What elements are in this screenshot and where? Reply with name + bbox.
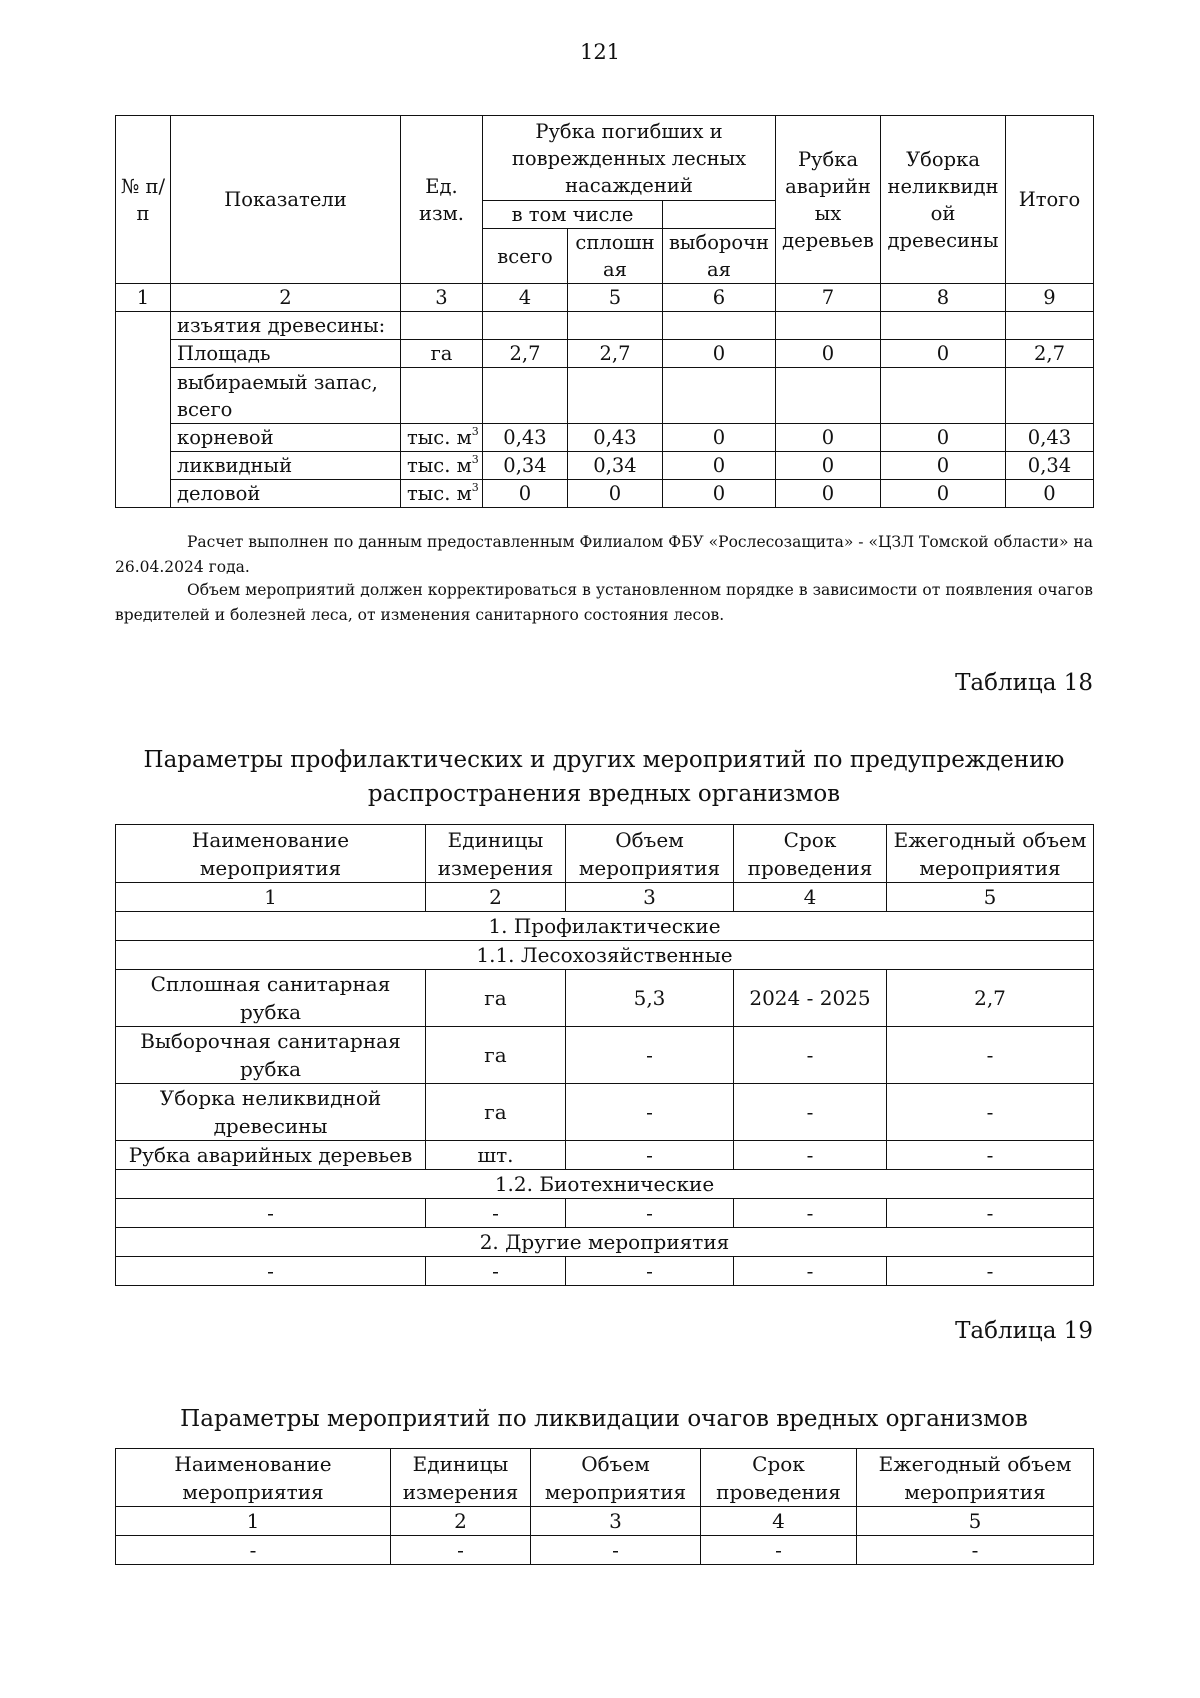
cell: -: [734, 1257, 887, 1286]
cell: 0: [483, 480, 568, 508]
header-cell: Срок проведения: [734, 825, 887, 883]
cell: [1006, 368, 1094, 424]
header-cell: Наименование мероприятия: [116, 825, 426, 883]
header-dead-stands: Рубка погибших и поврежденных лесных насаждений: [483, 116, 776, 201]
col-number: 3: [531, 1507, 701, 1536]
cell: -: [426, 1257, 566, 1286]
col-number: 2: [391, 1507, 531, 1536]
cell: 0: [663, 340, 776, 368]
elimination-measures-table: [115, 1448, 1094, 1565]
cell: -: [531, 1536, 701, 1565]
cell: 0: [776, 452, 881, 480]
table18-title: Параметры профилактических и других мероприятий по предупреждению распространения вредных организмов: [143, 747, 1065, 807]
cell: -: [734, 1141, 887, 1170]
cell: [881, 368, 1006, 424]
row-name: Площадь: [171, 340, 401, 368]
cell: 2,7: [1006, 340, 1094, 368]
col-number: 6: [663, 284, 776, 312]
header-cell: Наименование мероприятия: [116, 1449, 391, 1507]
cell: 0: [881, 424, 1006, 452]
header-grand-total: Итого: [1006, 116, 1094, 284]
measure-name: Выборочная санитарная рубка: [116, 1027, 426, 1084]
col-number: 3: [566, 883, 734, 912]
header-unit: Ед. изм.: [401, 116, 483, 284]
note-source: Расчет выполнен по данным предоставленным Филиалом ФБУ «Рослесозащита» - «ЦЗЛ Томской области» на 26.04.2024 года.: [115, 533, 1093, 576]
header-selective: выборочн ая: [663, 229, 776, 284]
row-unit: [401, 368, 483, 424]
col-number: 4: [701, 1507, 857, 1536]
cell: [1006, 312, 1094, 340]
cell: [483, 312, 568, 340]
col-number: 5: [887, 883, 1094, 912]
measure-name: Уборка неликвидной древесины: [116, 1084, 426, 1141]
cell: 2,7: [568, 340, 663, 368]
measure-name: Рубка аварийных деревьев: [116, 1141, 426, 1170]
section-heading: 1. Профилактические: [116, 912, 1094, 941]
cell: 2024 - 2025: [734, 970, 887, 1027]
header-including: в том числе: [483, 201, 663, 229]
row-name: ликвидный: [171, 452, 401, 480]
cell: 5,3: [566, 970, 734, 1027]
cell: 0: [663, 452, 776, 480]
prevention-measures-table: [115, 824, 1094, 1286]
cell: -: [887, 1257, 1094, 1286]
cell: [568, 312, 663, 340]
cell: -: [887, 1199, 1094, 1228]
cell: 0: [663, 424, 776, 452]
row-unit: тыс. $м^3$: [401, 452, 483, 480]
section-heading: 1.1. Лесохозяйственные: [116, 941, 1094, 970]
cell: 0,43: [483, 424, 568, 452]
col-number: 7: [776, 284, 881, 312]
row-unit: тыс. $м^3$: [401, 480, 483, 508]
cell: [483, 368, 568, 424]
cell: -: [426, 1199, 566, 1228]
num-cell-empty: [116, 312, 171, 508]
col-number: 1: [116, 1507, 391, 1536]
section-heading: 1.2. Биотехнические: [116, 1170, 1094, 1199]
table19-caption: Таблица 19: [955, 1318, 1093, 1344]
cell: 0,43: [568, 424, 663, 452]
col-number: 5: [857, 1507, 1094, 1536]
header-num: № п/п: [116, 116, 171, 284]
header-cell: Ежегодный объем мероприятия: [857, 1449, 1094, 1507]
row-name: изъятия древесины:: [171, 312, 401, 340]
cell: -: [566, 1141, 734, 1170]
cell: -: [566, 1257, 734, 1286]
cell: 0,34: [483, 452, 568, 480]
cell: 0: [1006, 480, 1094, 508]
col-number: 4: [734, 883, 887, 912]
header-spacer: [663, 201, 776, 229]
cell: 0: [776, 480, 881, 508]
cell: 0: [881, 340, 1006, 368]
cell: -: [857, 1536, 1094, 1565]
row-name: корневой: [171, 424, 401, 452]
cell: [881, 312, 1006, 340]
cell: [776, 368, 881, 424]
cell: га: [426, 970, 566, 1027]
note-adjustment: Объем мероприятий должен корректироваться в установленном порядке в зависимости от появления очагов вредителей и болезней леса, от изменения санитарного состояния лесов.: [115, 581, 1093, 624]
header-total: всего: [483, 229, 568, 284]
row-name: выбираемый запас, всего: [171, 368, 401, 424]
cell: 2,7: [483, 340, 568, 368]
cell: 0: [776, 340, 881, 368]
row-unit: га: [401, 340, 483, 368]
cell: [568, 368, 663, 424]
cell: 0: [881, 480, 1006, 508]
cell: 0: [776, 424, 881, 452]
header-cell: Объем мероприятия: [531, 1449, 701, 1507]
page-number: 121: [579, 40, 621, 64]
cell: га: [426, 1027, 566, 1084]
col-number: 8: [881, 284, 1006, 312]
cell: -: [887, 1084, 1094, 1141]
cell: -: [887, 1027, 1094, 1084]
header-clear-cut: сплошн ая: [568, 229, 663, 284]
col-number: 9: [1006, 284, 1094, 312]
cell: -: [734, 1027, 887, 1084]
cell: 0,34: [568, 452, 663, 480]
cell: 0: [568, 480, 663, 508]
header-emergency: Рубка аварийн ых деревьев: [776, 116, 881, 284]
cell: 0,43: [1006, 424, 1094, 452]
header-cleanup: Уборка неликвидн ой древесины: [881, 116, 1006, 284]
col-number: 1: [116, 284, 171, 312]
row-name: деловой: [171, 480, 401, 508]
cell: 2,7: [887, 970, 1094, 1027]
col-number: 4: [483, 284, 568, 312]
header-cell: Объем мероприятия: [566, 825, 734, 883]
cell: [776, 312, 881, 340]
cell: -: [734, 1199, 887, 1228]
cell: га: [426, 1084, 566, 1141]
col-number: 3: [401, 284, 483, 312]
cell: -: [566, 1084, 734, 1141]
col-number: 1: [116, 883, 426, 912]
col-number: 2: [171, 284, 401, 312]
header-cell: Единицы измерения: [426, 825, 566, 883]
cell: 0: [881, 452, 1006, 480]
cell: -: [116, 1536, 391, 1565]
measure-name: Сплошная санитарная рубка: [116, 970, 426, 1027]
cell: -: [391, 1536, 531, 1565]
cell: 0,34: [1006, 452, 1094, 480]
cell: [663, 368, 776, 424]
cell: -: [887, 1141, 1094, 1170]
cell: [663, 312, 776, 340]
cutting-volume-table: [115, 115, 1094, 508]
cell: -: [734, 1084, 887, 1141]
table19-title: Параметры мероприятий по ликвидации очагов вредных организмов: [180, 1406, 1028, 1432]
header-cell: Единицы измерения: [391, 1449, 531, 1507]
cell: -: [116, 1257, 426, 1286]
header-cell: Срок проведения: [701, 1449, 857, 1507]
cell: шт.: [426, 1141, 566, 1170]
cell: -: [566, 1027, 734, 1084]
col-number: 5: [568, 284, 663, 312]
table18-caption: Таблица 18: [955, 670, 1093, 696]
row-unit: тыс. $м^3$: [401, 424, 483, 452]
header-indicators: Показатели: [171, 116, 401, 284]
cell: 0: [663, 480, 776, 508]
cell: -: [566, 1199, 734, 1228]
section-heading: 2. Другие мероприятия: [116, 1228, 1094, 1257]
cell: -: [701, 1536, 857, 1565]
row-unit: [401, 312, 483, 340]
header-cell: Ежегодный объем мероприятия: [887, 825, 1094, 883]
col-number: 2: [426, 883, 566, 912]
cell: -: [116, 1199, 426, 1228]
